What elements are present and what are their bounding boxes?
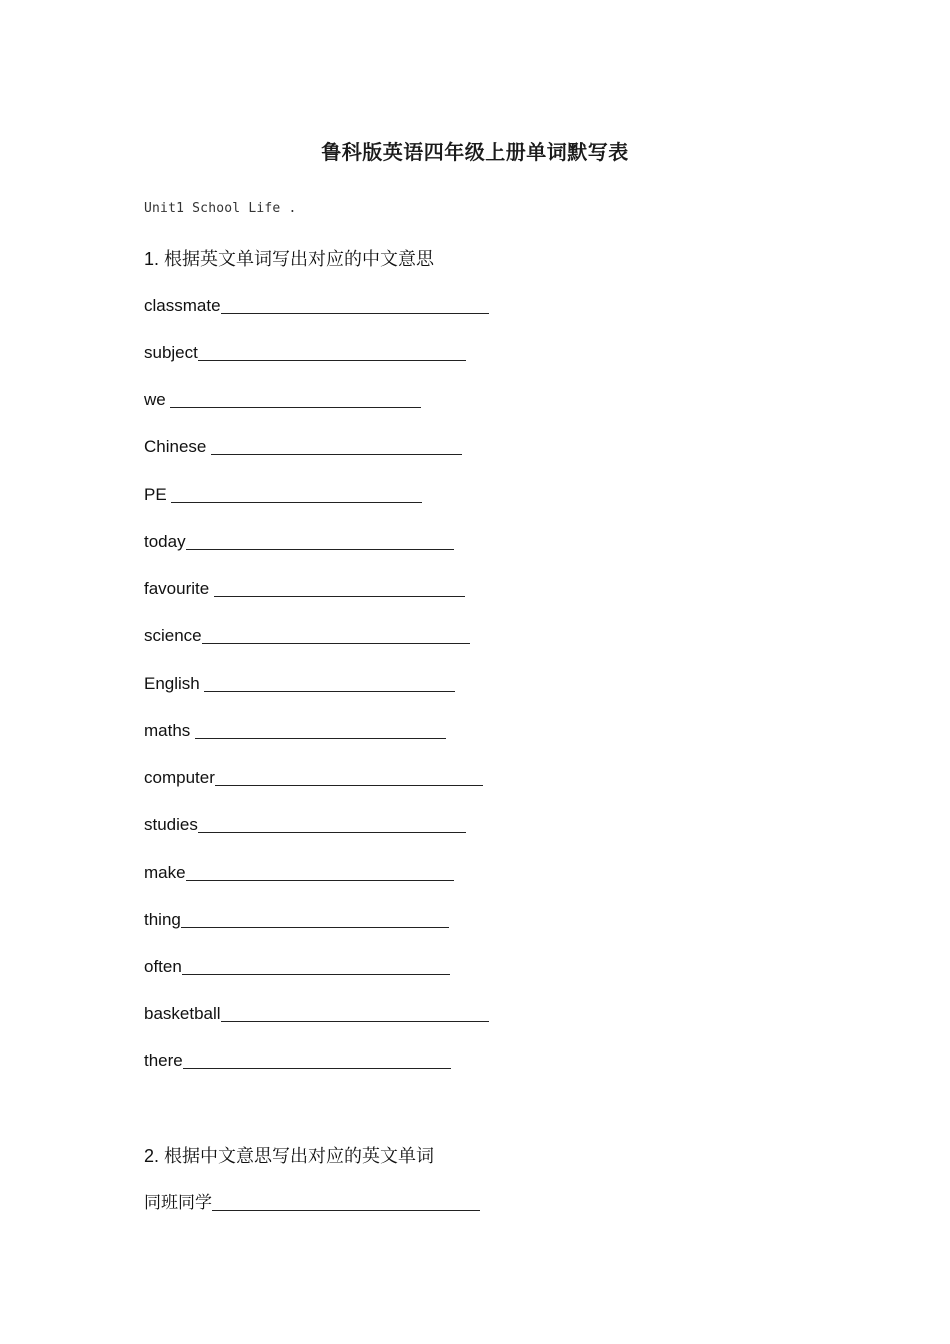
answer-blank[interactable] [183, 1050, 451, 1069]
vocab-row [144, 575, 465, 599]
answer-blank[interactable] [221, 295, 489, 314]
vocab-word: often [144, 957, 182, 976]
vocab-word: classmate [144, 296, 221, 315]
answer-blank[interactable] [215, 767, 483, 786]
vocab-word: subject [144, 343, 198, 362]
answer-blank[interactable] [182, 956, 450, 975]
vocab-row [144, 717, 446, 741]
answer-blank[interactable] [202, 625, 470, 644]
vocab-row [144, 670, 455, 694]
vocab-row [144, 292, 489, 316]
vocab-word: maths [144, 721, 196, 740]
vocab-row [144, 528, 454, 552]
vocab-word: 同班同学 [144, 1193, 212, 1212]
answer-blank[interactable] [221, 1003, 489, 1022]
answer-blank[interactable] [170, 389, 421, 408]
vocab-row [144, 386, 421, 410]
answer-blank[interactable] [181, 909, 449, 928]
vocab-row [144, 1189, 480, 1213]
vocab-row [144, 859, 454, 883]
vocab-word: there [144, 1051, 183, 1070]
vocab-word: PE [144, 485, 172, 504]
vocab-word: studies [144, 815, 198, 834]
unit-label: Unit1 School Life . [144, 201, 297, 216]
answer-blank[interactable] [186, 862, 454, 881]
vocab-row [144, 622, 470, 646]
vocab-word: today [144, 532, 186, 551]
vocab-word: science [144, 626, 202, 645]
vocab-row [144, 1000, 489, 1024]
vocab-row [144, 339, 466, 363]
answer-blank[interactable] [195, 720, 446, 739]
vocab-row [144, 481, 422, 505]
vocab-word: favourite [144, 579, 214, 598]
vocab-word: thing [144, 910, 181, 929]
vocab-word: English [144, 674, 205, 693]
answer-blank[interactable] [171, 484, 422, 503]
answer-blank[interactable] [198, 814, 466, 833]
vocab-row [144, 433, 462, 457]
vocab-row [144, 906, 449, 930]
section-1-heading: 1. 根据英文单词写出对应的中文意思 [144, 249, 435, 269]
answer-blank[interactable] [214, 578, 465, 597]
answer-blank[interactable] [212, 1192, 480, 1211]
vocab-word: basketball [144, 1004, 221, 1023]
page-title: 鲁科版英语四年级上册单词默写表 [321, 142, 629, 164]
answer-blank[interactable] [211, 436, 462, 455]
vocab-word: we [144, 390, 171, 409]
answer-blank[interactable] [186, 531, 454, 550]
vocab-row [144, 953, 450, 977]
vocab-word: computer [144, 768, 215, 787]
vocab-row [144, 811, 466, 835]
section-2-heading: 2. 根据中文意思写出对应的英文单词 [144, 1146, 435, 1166]
answer-blank[interactable] [198, 342, 466, 361]
vocab-word: make [144, 863, 186, 882]
vocab-row [144, 1047, 451, 1071]
vocab-row [144, 764, 483, 788]
vocab-word: Chinese [144, 437, 212, 456]
answer-blank[interactable] [204, 673, 455, 692]
